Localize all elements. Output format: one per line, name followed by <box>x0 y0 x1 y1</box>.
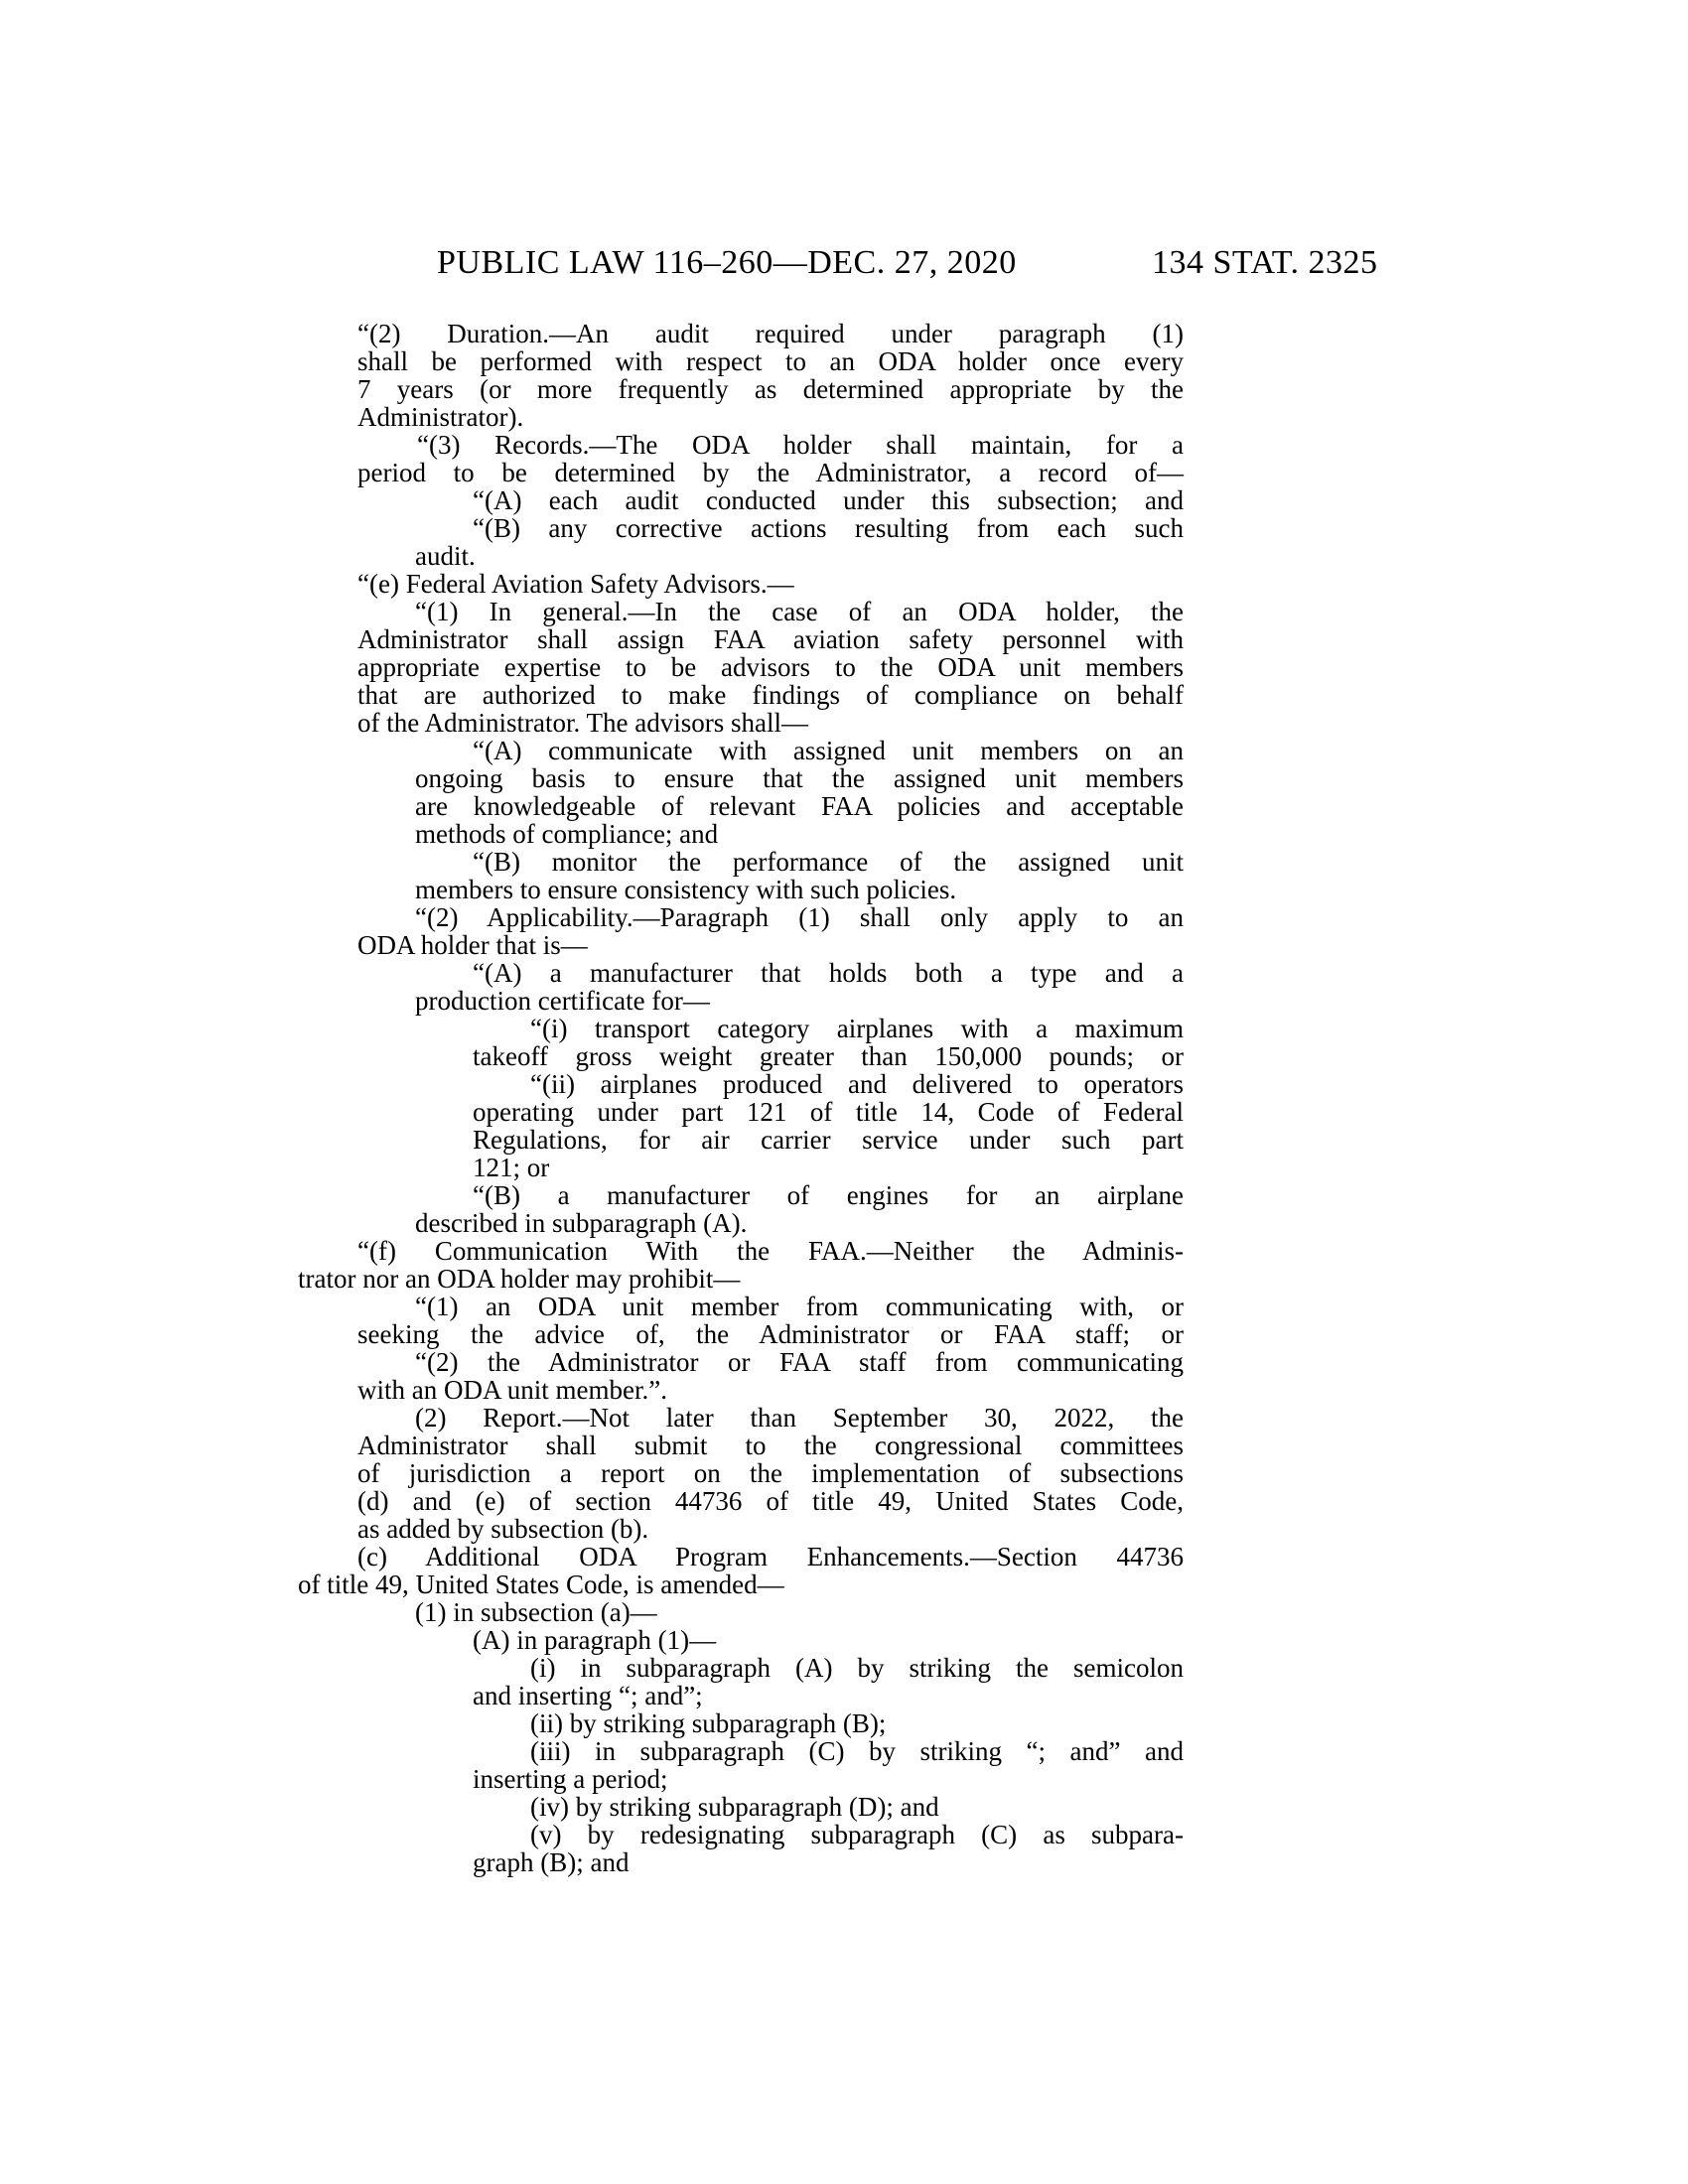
text-line <box>298 1348 1184 1376</box>
text-line-content: (1) in subsection (a)— <box>415 1597 657 1627</box>
text-line-content: of the Administrator. The advisors shall— <box>357 708 808 738</box>
text-line <box>298 709 1184 737</box>
text-line-content: Administrator shall submit to the congressional committees <box>357 1431 1184 1460</box>
text-line <box>298 459 1184 486</box>
text-line-content: “(A) each audit conducted under this subsection; and <box>473 485 1184 515</box>
text-line <box>298 1737 1184 1765</box>
text-line <box>298 792 1184 820</box>
text-line-content: operating under part 121 of title 14, Code of Federal <box>473 1097 1184 1127</box>
text-line-content: “(f) Communication With the FAA.—Neither the Adminis- <box>357 1236 1184 1266</box>
running-header-law: PUBLIC LAW 116–260—DEC. 27, 2020 <box>437 244 1017 281</box>
text-line <box>298 1793 1184 1821</box>
text-line-content: “(e) Federal Aviation Safety Advisors.— <box>357 569 794 599</box>
text-line-content: “(2) Duration.—An audit required under paragraph (1) <box>357 319 1184 348</box>
text-line-content: (iii) in subparagraph (C) by striking “; and” and <box>530 1736 1184 1766</box>
text-line <box>298 1237 1184 1265</box>
text-line-content: shall be performed with respect to an ODA holder once every <box>357 346 1184 376</box>
text-line <box>298 1515 1184 1543</box>
text-line-content: with an ODA unit member.”. <box>357 1375 667 1405</box>
text-line-content: (i) in subparagraph (A) by striking the semicolon <box>530 1653 1184 1683</box>
text-line-content: (d) and (e) of section 44736 of title 49, United States Code, <box>357 1486 1184 1516</box>
text-line <box>298 1570 1184 1598</box>
text-line-content: as added by subsection (b). <box>357 1514 649 1544</box>
text-line-content: “(A) communicate with assigned unit members on an <box>473 736 1184 765</box>
text-line <box>298 542 1184 570</box>
text-line-content: “(B) any corrective actions resulting from each such <box>473 513 1184 543</box>
text-line <box>298 903 1184 931</box>
text-line <box>298 1154 1184 1181</box>
text-line <box>298 1432 1184 1459</box>
text-line-content: inserting a period; <box>473 1764 668 1794</box>
text-line <box>298 987 1184 1015</box>
text-line-content: 121; or <box>473 1153 550 1182</box>
text-line-content: ongoing basis to ensure that the assigned unit members <box>415 763 1184 793</box>
text-line-content: 7 years (or more frequently as determined appropriate by the <box>357 374 1184 404</box>
text-line <box>298 1376 1184 1404</box>
text-line-content: audit. <box>415 541 476 571</box>
text-line-content: trator nor an ODA holder may prohibit— <box>298 1264 741 1294</box>
text-line-content: production certificate for— <box>415 986 710 1016</box>
text-line <box>298 1765 1184 1793</box>
text-line <box>298 1709 1184 1737</box>
text-line-content: takeoff gross weight greater than 150,000 pounds; or <box>473 1041 1184 1071</box>
text-line <box>298 1126 1184 1154</box>
text-line-content: ODA holder that is— <box>357 930 588 960</box>
text-line-content: graph (B); and <box>473 1847 630 1877</box>
text-line <box>298 931 1184 959</box>
text-line <box>298 1598 1184 1626</box>
text-line <box>298 598 1184 625</box>
text-line <box>298 1209 1184 1237</box>
text-line-content: “(2) the Administrator or FAA staff from communicating <box>415 1347 1184 1377</box>
text-line <box>298 1293 1184 1320</box>
text-line-content: “(2) Applicability.—Paragraph (1) shall only apply to an <box>415 902 1184 932</box>
text-line-content: appropriate expertise to be advisors to the ODA unit members <box>357 652 1184 682</box>
text-line <box>298 820 1184 848</box>
text-line-content: (v) by redesignating subparagraph (C) as subpara- <box>530 1820 1184 1849</box>
text-line-content: “(A) a manufacturer that holds both a type and a <box>473 958 1184 988</box>
text-line-content: (iv) by striking subparagraph (D); and <box>530 1792 939 1822</box>
text-line-content: Administrator). <box>357 402 524 432</box>
text-line <box>298 431 1184 459</box>
text-line <box>298 1543 1184 1570</box>
text-line-content: “(i) transport category airplanes with a maximum <box>530 1014 1184 1043</box>
text-line <box>298 320 1184 347</box>
text-line <box>298 1015 1184 1042</box>
text-line-content: are knowledgeable of relevant FAA policies and acceptable <box>415 791 1184 821</box>
text-line-content: and inserting “; and”; <box>473 1681 703 1710</box>
text-line-content: (2) Report.—Not later than September 30, 2022, the <box>415 1403 1184 1433</box>
text-line-content: of title 49, United States Code, is amended— <box>298 1570 784 1599</box>
text-line <box>298 403 1184 431</box>
text-line-content: (ii) by striking subparagraph (B); <box>530 1708 887 1738</box>
text-line <box>298 1404 1184 1432</box>
text-line <box>298 1487 1184 1515</box>
text-line <box>298 959 1184 987</box>
text-line-content: “(1) In general.—In the case of an ODA holder, the <box>415 597 1184 626</box>
text-line-content: “(1) an ODA unit member from communicating with, or <box>415 1292 1184 1321</box>
text-line-content: members to ensure consistency with such policies. <box>415 875 957 904</box>
text-line-content: Regulations, for air carrier service under such part <box>473 1125 1184 1155</box>
text-line <box>298 876 1184 903</box>
running-header-page-number: 134 STAT. 2325 <box>1152 244 1378 281</box>
text-line <box>298 1098 1184 1126</box>
text-line-content: “(ii) airplanes produced and delivered to operators <box>530 1069 1184 1099</box>
text-line <box>298 737 1184 764</box>
text-line <box>298 1459 1184 1487</box>
text-line <box>298 375 1184 403</box>
text-line <box>298 1821 1184 1848</box>
text-line <box>298 764 1184 792</box>
text-line-content: “(B) a manufacturer of engines for an airplane <box>473 1180 1184 1210</box>
text-line-content: seeking the advice of, the Administrator or FAA staff; or <box>357 1319 1184 1349</box>
text-line <box>298 1682 1184 1709</box>
text-line <box>298 681 1184 709</box>
text-line-content: “(B) monitor the performance of the assigned unit <box>473 847 1184 877</box>
text-line <box>298 1654 1184 1682</box>
text-line <box>298 486 1184 514</box>
text-line <box>298 1070 1184 1098</box>
text-line <box>298 514 1184 542</box>
text-line-content: of jurisdiction a report on the implementation of subsections <box>357 1458 1184 1488</box>
text-line <box>298 625 1184 653</box>
text-line <box>298 1320 1184 1348</box>
text-line <box>298 1626 1184 1654</box>
text-line <box>298 1848 1184 1876</box>
text-line-content: period to be determined by the Administrator, a record of— <box>357 458 1184 487</box>
text-line <box>298 347 1184 375</box>
text-line-content: described in subparagraph (A). <box>415 1208 748 1238</box>
text-line <box>298 653 1184 681</box>
text-line-content: (A) in paragraph (1)— <box>473 1625 717 1655</box>
text-line <box>298 570 1184 598</box>
text-line-content: Administrator shall assign FAA aviation safety personnel with <box>357 624 1184 654</box>
text-line-content: that are authorized to make findings of compliance on behalf <box>357 680 1184 710</box>
text-line <box>298 1265 1184 1293</box>
text-line-content: (c) Additional ODA Program Enhancements.—Section 44736 <box>357 1542 1184 1571</box>
text-line-content: “(3) Records.—The ODA holder shall maintain, for a <box>417 430 1184 460</box>
text-line-content: methods of compliance; and <box>415 819 719 849</box>
text-line <box>298 1042 1184 1070</box>
text-line <box>298 848 1184 876</box>
text-line <box>298 1181 1184 1209</box>
statute-body-text <box>298 320 1184 1876</box>
